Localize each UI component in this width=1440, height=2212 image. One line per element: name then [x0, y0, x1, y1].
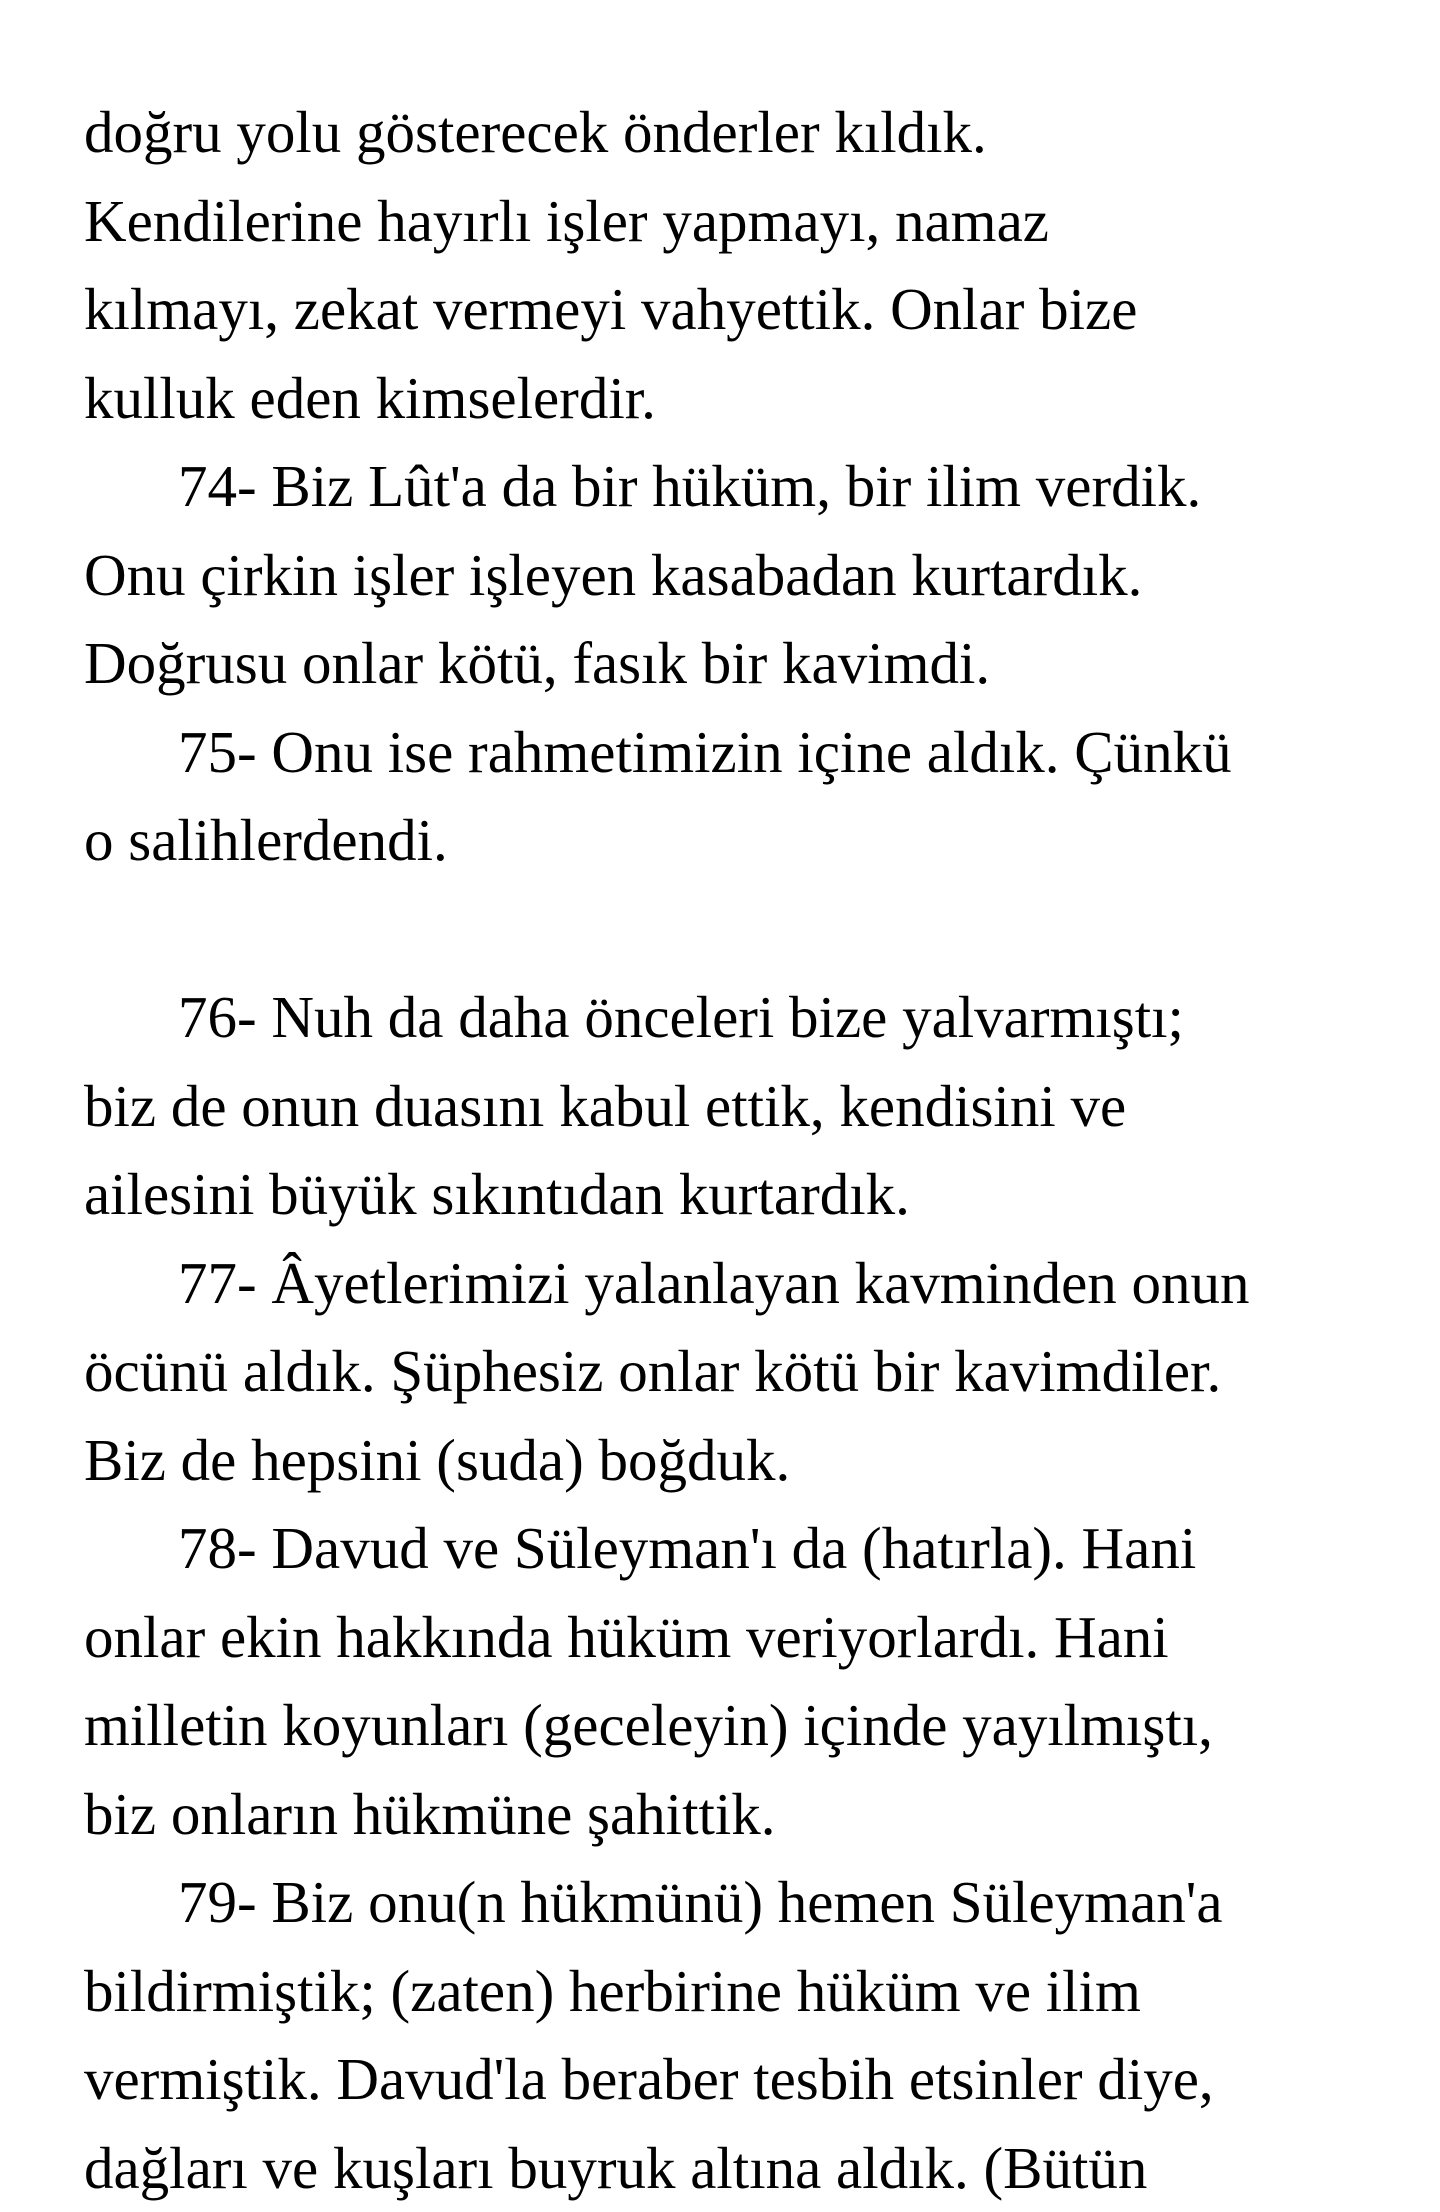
text-line: Kendilerine hayırlı işler yapmayı, namaz [84, 177, 1404, 266]
text-line: vermiştik. Davud'la beraber tesbih etsinler diye, [84, 2035, 1404, 2124]
text-line: bildirmiştik; (zaten) herbirine hüküm ve ilim [84, 1947, 1404, 2036]
text-line: milletin koyunları (geceleyin) içinde yayılmıştı, [84, 1681, 1404, 1770]
page-text [84, 88, 1404, 2212]
text-line: Biz de hepsini (suda) boğduk. [84, 1416, 1404, 1505]
text-line: o salihlerdendi. [84, 796, 1404, 885]
text-line: kılmayı, zekat vermeyi vahyettik. Onlar bize [84, 265, 1404, 354]
paragraph-gap [84, 885, 1404, 974]
text-line: biz onların hükmüne şahittik. [84, 1770, 1404, 1859]
text-line: öcünü aldık. Şüphesiz onlar kötü bir kavimdiler. [84, 1327, 1404, 1416]
verse-78-start: 78- Davud ve Süleyman'ı da (hatırla). Hani [84, 1504, 1404, 1593]
text-line: ailesini büyük sıkıntıdan kurtardık. [84, 1150, 1404, 1239]
verse-74-start: 74- Biz Lût'a da bir hüküm, bir ilim verdik. [84, 442, 1404, 531]
verse-76-start: 76- Nuh da daha önceleri bize yalvarmıştı; [84, 973, 1404, 1062]
text-line: Onu çirkin işler işleyen kasabadan kurtardık. [84, 531, 1404, 620]
text-line: dağları ve kuşları buyruk altına aldık. (Bütün [84, 2124, 1404, 2212]
verse-75-start: 75- Onu ise rahmetimizin içine aldık. Çünkü [84, 708, 1404, 797]
verse-77-start: 77- Âyetlerimizi yalanlayan kavminden onun [84, 1239, 1404, 1328]
verse-79-start: 79- Biz onu(n hükmünü) hemen Süleyman'a [84, 1858, 1404, 1947]
text-line: doğru yolu gösterecek önderler kıldık. [84, 88, 1404, 177]
text-line: kulluk eden kimselerdir. [84, 354, 1404, 443]
text-line: onlar ekin hakkında hüküm veriyorlardı. Hani [84, 1593, 1404, 1682]
text-line: Doğrusu onlar kötü, fasık bir kavimdi. [84, 619, 1404, 708]
text-line: biz de onun duasını kabul ettik, kendisini ve [84, 1062, 1404, 1151]
